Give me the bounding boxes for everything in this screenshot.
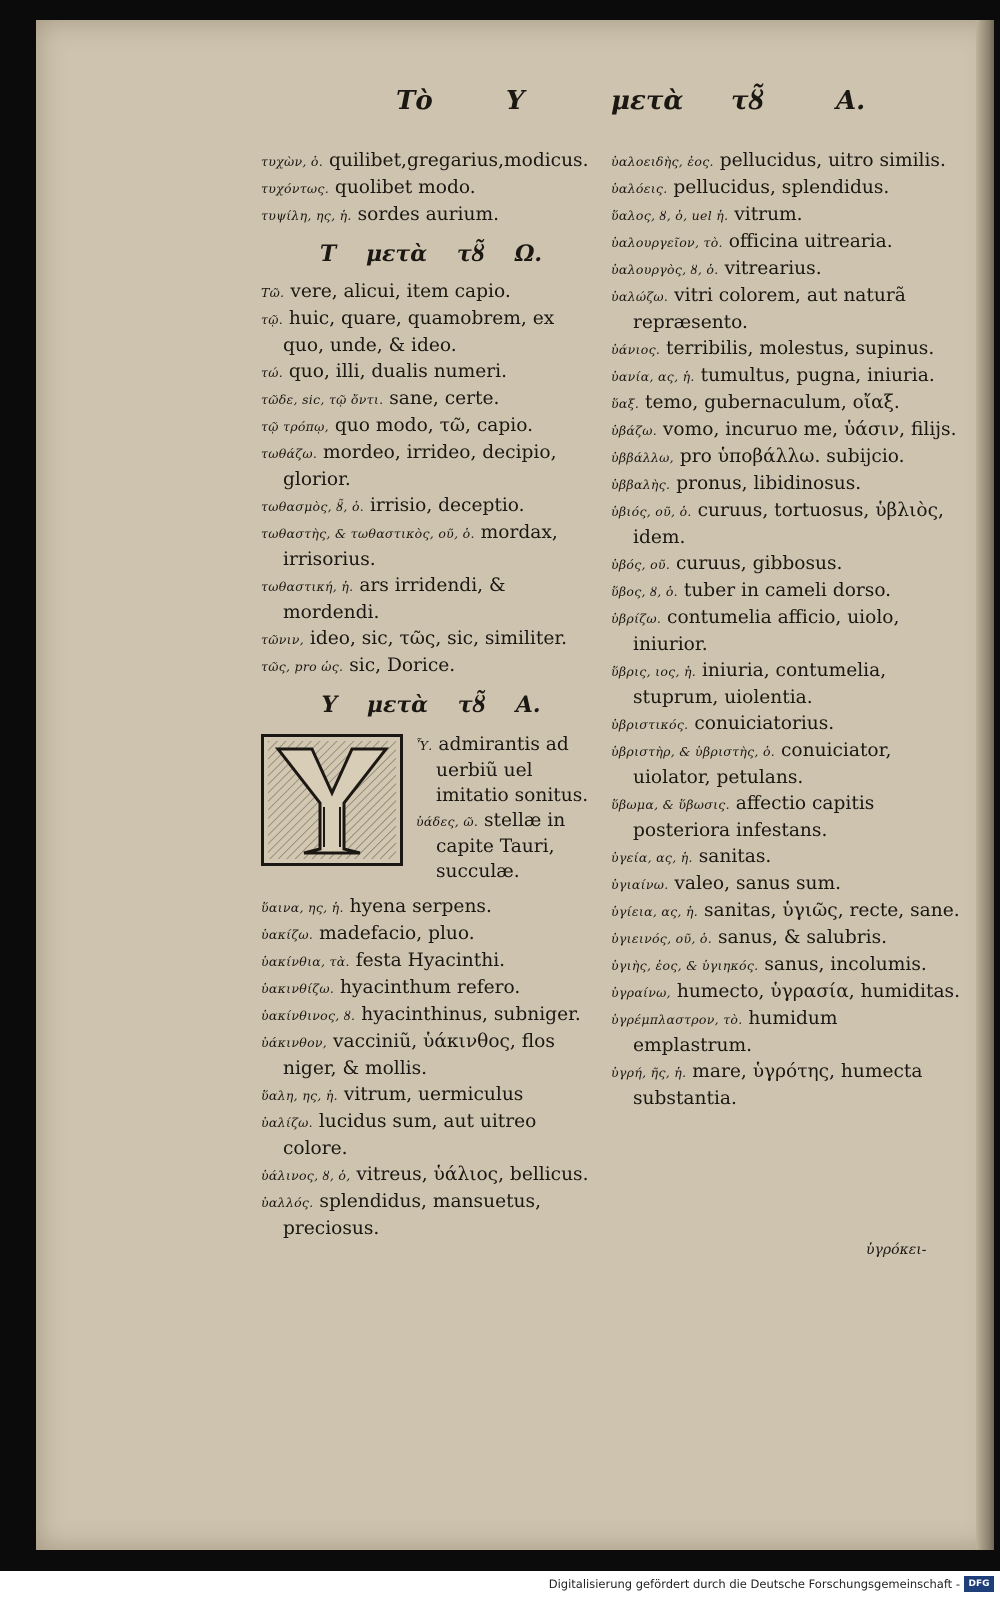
dictionary-entry: [261, 653, 601, 680]
entry-headword: Ὗ.: [416, 738, 433, 753]
dictionary-entry: [611, 952, 961, 979]
entry-definition: conuiciatorius.: [688, 713, 835, 734]
dictionary-entry: [611, 578, 961, 605]
entry-definition: tuber in cameli dorso.: [677, 580, 892, 601]
entry-definition: ars irridendi, & mordendi.: [283, 575, 506, 623]
entry-definition: vitrum.: [728, 204, 803, 225]
dictionary-entry: [611, 498, 961, 551]
entry-definition: vomo, incuruo me, ὑάσιν, filijs.: [657, 419, 957, 440]
left-column: [261, 148, 601, 1242]
entry-headword: ὕαλος, ȣ, ὁ, uel ἡ.: [611, 208, 729, 223]
entry-headword: ὑαλλός.: [261, 1195, 314, 1210]
entry-definition: quo modo, τῶ, capio.: [328, 415, 533, 436]
entry-headword: ὑββάλλω,: [611, 450, 674, 465]
entry-headword: τωθασμὸς, ȣ̃, ὁ.: [261, 499, 365, 514]
entry-headword: ὑακίνθια, τὰ.: [261, 954, 350, 969]
entry-headword: ὑάνιος.: [611, 342, 661, 357]
entry-headword: ὕαξ.: [611, 396, 640, 411]
dictionary-entry: [611, 791, 961, 844]
dictionary-entry: [416, 732, 606, 808]
entry-definition: pro ὑποβάλλω. subijcio.: [673, 446, 905, 467]
entry-definition: humecto, ὑγρασία, humiditas.: [670, 981, 960, 1002]
dictionary-entry: [611, 844, 961, 871]
entry-definition: vacciniũ, ὑάκινθος, flos niger, & mollis.: [283, 1031, 555, 1079]
running-head-word: τȣ̃: [731, 86, 765, 116]
entry-definition: hyena serpens.: [343, 896, 492, 917]
dictionary-entry: [611, 605, 961, 658]
entry-definition: stellæ in capite Tauri, succulæ.: [436, 810, 566, 882]
entry-definition: madefacio, pluo.: [313, 923, 475, 944]
entry-definition: contumelia afficio, uiolo, iniurior.: [633, 607, 900, 655]
entry-definition: curuus, gibbosus.: [670, 553, 843, 574]
entry-headword: ὑβός, οῦ.: [611, 557, 671, 572]
entry-definition: affectio capitis posteriora infestans.: [633, 793, 875, 841]
entry-headword: ὑγίεια, ας, ἡ.: [611, 904, 699, 919]
entry-definition: mordax, irrisorius.: [283, 522, 558, 570]
dictionary-entry: [261, 175, 601, 202]
dictionary-entry: [261, 279, 601, 306]
entry-definition: sordes aurium.: [351, 204, 499, 225]
dictionary-entry: [261, 386, 601, 413]
entry-headword: ὕβος, ȣ, ὁ.: [611, 584, 678, 599]
entry-definition: humidum emplastrum.: [633, 1008, 838, 1056]
entry-headword: ὑαλώζω.: [611, 289, 669, 304]
entry-headword: τωθαστική, ἡ.: [261, 579, 354, 594]
entry-headword: ὑάκινθον,: [261, 1035, 328, 1050]
entry-headword: ὑβάζω.: [611, 423, 658, 438]
entry-definition: sane, certe.: [383, 388, 500, 409]
page-fold-shadow: [976, 20, 994, 1550]
entry-headword: Τῶ.: [261, 285, 285, 300]
running-head: [396, 86, 896, 122]
entry-definition: conuiciator, uiolator, petulans.: [633, 740, 892, 788]
entry-headword: ὑβριστικός.: [611, 717, 689, 732]
dictionary-entry: [261, 1029, 601, 1082]
entry-headword: ὑανία, ας, ἡ.: [611, 369, 695, 384]
entry-group-alpha: [261, 894, 601, 1242]
dictionary-entry: [611, 336, 961, 363]
dictionary-entry: [261, 948, 601, 975]
dictionary-entry: [611, 390, 961, 417]
entry-headword: ὑγιὴς, ἐος, & ὑγιηκός.: [611, 958, 759, 973]
entry-definition: vere, alicui, item capio.: [284, 281, 511, 302]
entry-headword: ὑγιαίνω.: [611, 877, 669, 892]
dictionary-entry: [611, 202, 961, 229]
entry-headword: ὕαλη, ης, ἡ.: [261, 1088, 338, 1103]
entry-definition: festa Hyacinthi.: [349, 950, 506, 971]
entry-definition: huic, quare, quamobrem, ex quo, unde, & ideo.: [282, 308, 555, 356]
entry-definition: vitri colorem, aut naturã repræsento.: [633, 285, 906, 333]
entry-headword: τῶνιν,: [261, 632, 304, 647]
entry-definition: sanitas, ὑγιῶς, recte, sane.: [698, 900, 960, 921]
entry-headword: ὑβρίζω.: [611, 611, 662, 626]
entry-headword: ὑακίνθινος, ȣ.: [261, 1008, 356, 1023]
entry-definition: splendidus, mansuetus, preciosus.: [283, 1191, 541, 1239]
entry-headword: τώ.: [261, 365, 283, 380]
entry-headword: τωθάζω.: [261, 446, 318, 461]
dictionary-entry: [611, 417, 961, 444]
dictionary-entry: [261, 626, 601, 653]
dictionary-entry: [261, 440, 601, 493]
entry-definition: valeo, sanus sum.: [668, 873, 842, 894]
dictionary-entry: [261, 1189, 601, 1242]
entry-definition: hyacinthinus, subniger.: [355, 1004, 581, 1025]
dictionary-entry: [261, 359, 601, 386]
dictionary-entry: [261, 1002, 601, 1029]
entry-headword: τυψίλη, ης, ἡ.: [261, 208, 352, 223]
dictionary-entry: [261, 573, 601, 626]
dictionary-entry: [611, 229, 961, 256]
section-heading-omega: Τ μετὰ τȣ̃ Ω.: [319, 241, 543, 267]
entry-definition: quolibet modo.: [329, 177, 476, 198]
running-head-word: μετὰ: [611, 86, 684, 116]
dictionary-entry: [261, 1109, 601, 1162]
entry-headword: ὑγραίνω,: [611, 985, 671, 1000]
catchword: ὑγρόκει-: [866, 1242, 927, 1258]
entry-headword: ὑγρή, ῆς, ἡ.: [611, 1065, 687, 1080]
entry-definition: ideo, sic, τῶς, sic, similiter.: [303, 628, 568, 649]
entry-definition: mare, ὑγρότης, humecta substantia.: [633, 1061, 923, 1109]
entry-headword: ὑαλουργεῖον, τὸ.: [611, 235, 723, 250]
entry-definition: vitrearius.: [718, 258, 822, 279]
entry-headword: ὑγιεινός, οῦ, ὁ.: [611, 931, 713, 946]
dictionary-entry: [611, 551, 961, 578]
book-page: [36, 20, 994, 1550]
dictionary-entry: [611, 256, 961, 283]
dictionary-entry: [611, 283, 961, 336]
dictionary-entry: [261, 413, 601, 440]
running-head-word: Α.: [836, 86, 866, 116]
entry-headword: ὑάδες, ῶ.: [416, 814, 479, 829]
entry-headword: ὑβριστὴρ, & ὑβριστὴς, ὁ.: [611, 744, 776, 759]
entry-definition: pellucidus, uitro similis.: [713, 150, 946, 171]
entry-headword: ὑββαλὴς.: [611, 477, 671, 492]
entry-headword: τῶδε, sic, τῷ ὄντι.: [261, 392, 384, 407]
entry-headword: ὑακίζω.: [261, 927, 314, 942]
dictionary-entry: [611, 658, 961, 711]
running-head-word: Τὸ: [396, 86, 433, 116]
entry-definition: admirantis ad uerbiũ uel imitatio sonitus.: [432, 734, 589, 806]
entry-definition: curuus, tortuosus, ὑβλιὸς, idem.: [633, 500, 944, 548]
dictionary-entry: [261, 975, 601, 1002]
section-heading-alpha: Υ μετὰ τȣ̃ Α.: [321, 692, 541, 718]
dictionary-entry: [611, 1006, 961, 1059]
entry-headword: ὑβιός, οῦ, ὁ.: [611, 504, 692, 519]
entry-definition: sanus, incolumis.: [758, 954, 927, 975]
entry-headword: ὑγρέμπλαστρον, τὸ.: [611, 1012, 743, 1027]
dictionary-entry: [611, 471, 961, 498]
dictionary-entry: [261, 921, 601, 948]
entry-definition: hyacinthum refero.: [334, 977, 521, 998]
dictionary-entry: [261, 894, 601, 921]
entry-definition: sanitas.: [692, 846, 772, 867]
entry-definition: vitreus, ὑάλιος, bellicus.: [350, 1164, 589, 1185]
dictionary-entry: [261, 520, 601, 573]
entry-definition: terribilis, molestus, supinus.: [660, 338, 935, 359]
dictionary-entry: [261, 306, 601, 359]
dictionary-entry: [261, 148, 601, 175]
dictionary-entry: [261, 1162, 601, 1189]
dictionary-entry: [611, 979, 961, 1006]
dictionary-entry: [261, 1082, 601, 1109]
dictionary-entry: [611, 1059, 961, 1112]
entry-group-right: [611, 148, 961, 1112]
dictionary-entry: [611, 711, 961, 738]
entry-definition: vitrum, uermiculus: [337, 1084, 524, 1105]
entry-group-omega: [261, 279, 601, 680]
entry-headword: ὑαλόεις.: [611, 181, 668, 196]
entry-definition: mordeo, irrideo, decipio, glorior.: [283, 442, 557, 490]
dictionary-entry: [611, 148, 961, 175]
entry-definition: irrisio, deceptio.: [364, 495, 525, 516]
entry-definition: lucidus sum, aut uitreo colore.: [283, 1111, 537, 1159]
entry-headword: ὑγεία, ας, ἡ.: [611, 850, 693, 865]
entry-group-top: [261, 148, 601, 229]
initial-entries: [416, 732, 606, 884]
decorated-initial-block: [261, 732, 601, 894]
entry-definition: quilibet,gregarius,modicus.: [323, 150, 589, 171]
entry-headword: ὕβρις, ιος, ἡ.: [611, 664, 697, 679]
entry-headword: ὑαλοειδὴς, ἐος.: [611, 154, 714, 169]
decorated-initial-y-icon: [261, 734, 403, 866]
entry-headword: τῷ.: [261, 312, 283, 327]
dictionary-entry: [261, 202, 601, 229]
dictionary-entry: [416, 808, 606, 884]
entry-headword: ὑαλίζω.: [261, 1115, 313, 1130]
entry-headword: τυχόντως.: [261, 181, 329, 196]
entry-definition: sic, Dorice.: [343, 655, 456, 676]
running-head-word: Υ: [506, 86, 525, 116]
right-column: [611, 148, 961, 1112]
dictionary-entry: [611, 871, 961, 898]
entry-definition: quo, illi, dualis numeri.: [282, 361, 508, 382]
digitization-footer: [0, 1571, 1000, 1599]
entry-headword: τωθαστὴς, & τωθαστικὸς, οῦ, ὁ.: [261, 526, 475, 541]
dfg-logo-icon: DFG: [964, 1576, 994, 1592]
entry-definition: iniuria, contumelia, stuprum, uiolentia.: [633, 660, 887, 708]
dictionary-entry: [611, 738, 961, 791]
entry-headword: τῶς, pro ὡς.: [261, 659, 344, 674]
dictionary-entry: [611, 898, 961, 925]
entry-headword: ὕαινα, ης, ἡ.: [261, 900, 344, 915]
dictionary-entry: [611, 444, 961, 471]
dictionary-entry: [611, 925, 961, 952]
entry-definition: sanus, & salubris.: [712, 927, 888, 948]
entry-headword: ὑαλουργὸς, ȣ, ὁ.: [611, 262, 719, 277]
entry-definition: pronus, libidinosus.: [670, 473, 862, 494]
entry-headword: τῷ τρόπῳ,: [261, 419, 329, 434]
dictionary-entry: [261, 493, 601, 520]
footer-credit-text: Digitalisierung gefördert durch die Deutsche Forschungsgemeinschaft -: [548, 1577, 960, 1591]
entry-definition: pellucidus, splendidus.: [667, 177, 890, 198]
entry-definition: officina uitrearia.: [722, 231, 893, 252]
entry-headword: ὑακινθίζω.: [261, 981, 335, 996]
entry-definition: temo, gubernaculum, οἴαξ.: [639, 392, 900, 413]
dictionary-entry: [611, 363, 961, 390]
dictionary-entry: [611, 175, 961, 202]
entry-definition: tumultus, pugna, iniuria.: [694, 365, 935, 386]
entry-headword: ὑάλινος, ȣ, ὁ,: [261, 1168, 351, 1183]
entry-headword: τυχὼν, ὁ.: [261, 154, 324, 169]
entry-headword: ὕβωμα, & ὕβωσις.: [611, 797, 730, 812]
